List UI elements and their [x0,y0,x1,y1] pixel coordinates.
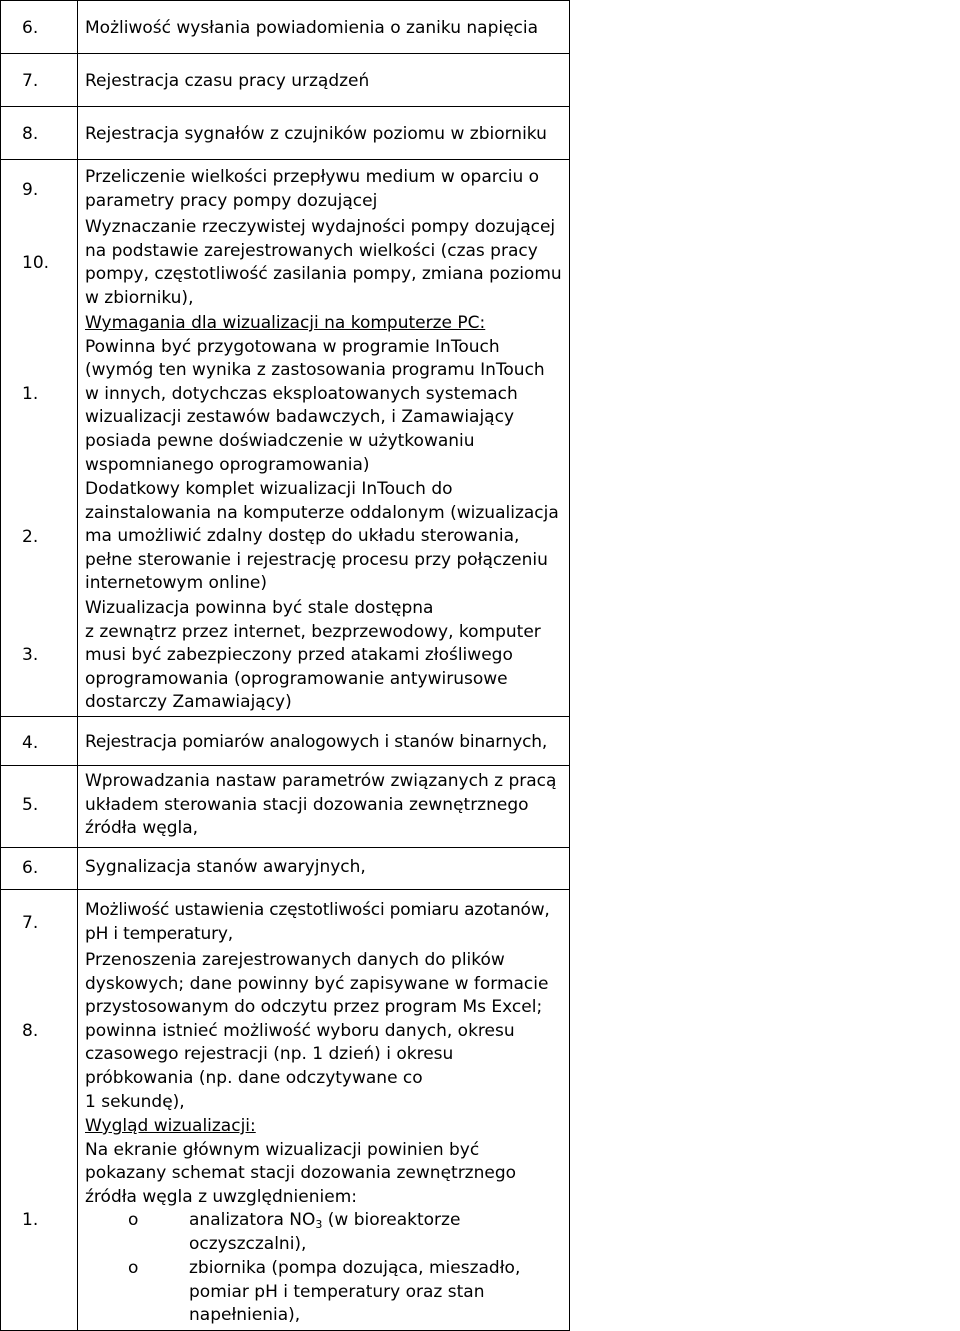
row-number: 8. [22,1021,39,1041]
text-line: układem sterowania stacji dozowania zewnętrznego [85,794,529,815]
text-line: przystosowanym do odczytu przez program Ms Excel; [85,997,543,1018]
text-line: wspomnianego oprogramowania) [85,454,370,475]
text-line: oczyszczalni), [189,1233,307,1254]
row-divider [0,53,570,54]
text-line: Wizualizacja powinna być stale dostępna [85,598,434,618]
row-divider [0,716,570,717]
row-divider [0,159,570,160]
row-number: 1. [22,1210,39,1230]
text-line: parametry pracy pompy dozującej [85,190,378,211]
row-text [85,123,567,147]
row-divider [0,106,570,107]
row-text [85,731,567,755]
text-line: zbiornika (pompa dozująca, mieszadło, [189,1258,521,1278]
row-text [85,899,567,946]
row-number: 4. [22,733,39,753]
text-line: w innych, dotychczas eksploatowanych systemach [85,383,518,404]
row-number: 8. [22,124,39,144]
text-line: pH i temperatury, [85,923,233,944]
row-text [85,312,567,477]
text-line: Rejestracja czasu pracy urządzeń [85,71,370,91]
row-text [85,216,567,310]
row-number: 1. [22,384,39,404]
row-text [85,17,567,41]
text-line: próbkowania (np. dane odczytywane co [85,1067,423,1088]
text-line: Przeliczenie wielkości przepływu medium w oparciu o [85,167,540,187]
row-divider [0,889,570,890]
row-number: 7. [22,913,39,933]
row-divider [0,847,570,848]
text-line: pomiar pH i temperatury oraz stan [189,1281,485,1302]
section-heading: Wymagania dla wizualizacji na komputerze PC: [85,313,486,333]
text-line: Powinna być przygotowana w programie InTouch [85,336,500,357]
text-line: Możliwość wysłania powiadomienia o zaniku napięcia [85,18,539,38]
row-text [85,478,567,596]
text-line: w zbiorniku), [85,287,194,308]
row-number: 10. [22,253,50,273]
row-text [85,597,567,715]
row-text [85,166,567,213]
text-line: pokazany schemat stacji dozowania zewnętrznego [85,1163,517,1184]
text-line: Przenoszenia zarejestrowanych danych do plików [85,950,505,970]
text-line: dyskowych; dane powinny być zapisywane w formacie [85,973,549,994]
text-fragment: (w bioreaktorze [322,1210,461,1230]
bullet-text [189,1209,460,1256]
text-line: Na ekranie głównym wizualizacji powinien być [85,1139,480,1160]
text-line: Dodatkowy komplet wizualizacji InTouch do [85,479,453,499]
bullet-marker: o [128,1258,139,1278]
text-line: musi być zabezpieczony przed atakami złośliwego [85,645,513,666]
subscript: 3 [315,1218,323,1231]
text-line: z zewnątrz przez internet, bezprzewodowy, komputer [85,621,541,642]
text-line: czasowego rejestracji (np. 1 dzień) i okresu [85,1044,454,1065]
section-heading: Wygląd wizualizacji: [85,1116,256,1136]
row-divider [0,0,570,1]
text-line: Rejestracja pomiarów analogowych i stanów binarnych, [85,732,548,752]
row-number: 3. [22,645,39,665]
text-line: pompy, częstotliwość zasilania pompy, zmiana poziomu [85,264,562,285]
text-line: Możliwość ustawienia częstotliwości pomiaru azotanów, [85,900,550,920]
text-line [189,1209,460,1233]
row-number: 6. [22,858,39,878]
text-line: posiada pewne doświadczenie w użytkowaniu [85,430,475,451]
row-text [85,949,567,1114]
row-text [85,70,567,94]
text-line: wizualizacji zestawów badawczych, i Zamawiający [85,407,515,428]
text-line: ma umożliwić zdalny dostęp do układu sterowania, [85,526,520,547]
text-line: na podstawie zarejestrowanych wielkości (czas pracy [85,240,538,261]
text-line: Wyznaczanie rzeczywistej wydajności pompy dozującej [85,217,556,237]
text-line: powinna istnieć możliwość wyboru danych, okresu [85,1020,515,1041]
text-line: dostarczy Zamawiający) [85,692,292,713]
bullet-text [189,1257,520,1328]
row-number: 6. [22,18,39,38]
text-line: Sygnalizacja stanów awaryjnych, [85,857,366,877]
text-fragment: analizatora NO [189,1210,316,1230]
text-line: oprogramowania (oprogramowanie antywirusowe [85,668,508,689]
text-line: źródła węgla z uwzględnieniem: [85,1186,357,1207]
text-line: Wprowadzania nastaw parametrów związanych z pracą [85,771,557,791]
row-number: 5. [22,795,39,815]
table-column-divider [77,0,78,1331]
text-line: internetowym online) [85,573,268,594]
row-number: 2. [22,527,39,547]
table-border-left [0,0,1,1331]
row-text [85,856,567,880]
text-line: 1 sekundę), [85,1091,185,1112]
text-line: źródła węgla, [85,818,199,839]
text-line: napełnienia), [189,1305,301,1326]
text-line: (wymóg ten wynika z zastosowania programu InTouch [85,360,545,381]
text-line: zainstalowania na komputerze oddalonym (wizualizacja [85,502,559,523]
row-number: 9. [22,180,39,200]
row-number: 7. [22,71,39,91]
text-line: pełne sterowanie i rejestrację procesu przy połączeniu [85,549,548,570]
row-text [85,770,567,841]
row-text [85,1115,567,1209]
table-border-right [569,0,570,1331]
text-line: Rejestracja sygnałów z czujników poziomu w zbiorniku [85,124,547,144]
bullet-marker: o [128,1210,139,1230]
row-divider [0,765,570,766]
